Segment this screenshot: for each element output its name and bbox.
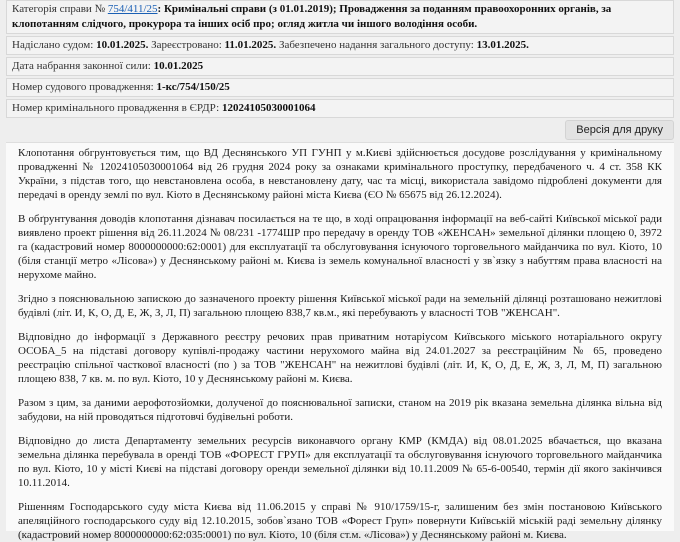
sent-label: Надіслано судом: xyxy=(12,39,94,51)
case-metadata xyxy=(6,0,674,120)
case-category-label: Категорія справи № xyxy=(12,3,106,15)
access-label: Забезпечено надання загального доступу: xyxy=(278,39,474,51)
paragraph: Відповідно до інформації з Державного реєстру речових прав приватним нотаріусом Київського міського нотаріального округу ОСОБА_5 на підставі договору купівлі-продажу частини нерухомого майна від 24.01.2027 за реєстраційним № 65, проведено реєстрацію спільної часткової власності (по ) за ТОВ "ЖЕНСАН" на нежитлові будівлі (літ. И, К, О, Д, Е, Ж, З, Л, М, П) загальною площею 838, 7 кв. м. по вул. Кіото, 10 у Деснянському районі м. Києва. xyxy=(18,331,662,385)
registered-label: Зареєстровано: xyxy=(151,39,222,51)
effective-date-row xyxy=(6,57,674,76)
paragraph: Рішенням Господарського суду міста Києва від 11.06.2015 у справі № 910/1759/15-г, залишеним без змін постановою Київського апеляційного господарського суду від 12.10.2015, зобов`язано ТОВ «Форест Груп» повернути Київській міській раді земельну ділянку (кадастровий номер 8000000000:62:035:0001) по вул. Кіото, 10 (біля ст.м. «Лісова») у Деснянському районі м. Києва. xyxy=(18,501,662,541)
effective-date-value: 10.01.2025 xyxy=(153,60,204,72)
court-proceeding-row xyxy=(6,78,674,97)
erdr-number-value: 12024105030001064 xyxy=(222,102,316,114)
print-toolbar xyxy=(565,120,674,140)
court-proceeding-value: 1-кс/754/150/25 xyxy=(156,81,230,93)
paragraph: В обґрунтування доводів клопотання дізнавач посилається на те що, в ході опрацювання інформації на веб-сайті Київської міської ради виявлено проект рішення від 26.11.2024 № 08/231 -1774ШР про передачу в оренду ТОВ «ЖЕНСАН» земельної ділянки площею 0, 3972 га (кадастровий номер 8000000000:62:0001) для експлуатації та обслуговування існуючого торговельного майданчика по вул. Кіото, 10 (біля станції метро «Лісова») у Деснянському районі м. Києва із земель комунальної власності у зв`язку з набуттям права власності на нерухоме майно. xyxy=(18,213,662,281)
erdr-number-row xyxy=(6,99,674,118)
sent-date: 10.01.2025. xyxy=(96,39,149,51)
paragraph: Разом з цим, за даними аерофотозйомки, долученої до пояснювальної записки, станом на 2019 рік вказана земельна ділянка вільна від забудови, на ній проводяться підготовчі будівельні роботи. xyxy=(18,397,662,423)
effective-date-label: Дата набрання законної сили: xyxy=(12,60,151,72)
print-version-button[interactable]: Версія для друку xyxy=(565,120,674,140)
case-dates-row xyxy=(6,36,674,55)
access-date: 13.01.2025. xyxy=(476,39,529,51)
case-category-value: : Кримінальні справи (з 01.01.2019); Провадження за поданням правоохоронних органів, за клопотанням слідчого, прокурора та інших осіб про; огляд житла чи іншого володіння особи. xyxy=(12,3,612,30)
paragraph: Згідно з пояснювальною запискою до зазначеного проекту рішення Київської міської ради на земельній ділянці розташовано нежитлові будівлі (літ. И, К, О, Д, Е, Ж, З, Л, П) загальною площею 838,7 кв.м., які перебувають у власності ТОВ "ЖЕНСАН". xyxy=(18,293,662,319)
case-category-row xyxy=(6,0,674,34)
case-number-link[interactable]: 754/411/25 xyxy=(107,3,158,15)
erdr-number-label: Номер кримінального провадження в ЄРДР: xyxy=(12,102,220,114)
paragraph: Відповідно до листа Департаменту земельних ресурсів виконавчого органу КМР (КМДА) від 08.01.2025 вбачається, що вказана земельна ділянка перебувала в оренді ТОВ «ФОРЕСТ ГРУП» для експлуатації та обслуговування існуючого торговельного майданчика по вул. Кіото, 10 у місті Києві на підставі договору оренди земельної ділянки від 10.11.2009 № 65-6-00540, термін дії якого закінчився 10.11.2014. xyxy=(18,435,662,489)
registered-date: 11.01.2025. xyxy=(224,39,277,51)
court-proceeding-label: Номер судового провадження: xyxy=(12,81,154,93)
paragraph: Клопотання обгрунтовується тим, що ВД Деснянського УП ГУНП у м.Києві здійснюється досудове розслідування у кримінальному провадженні № 12024105030001064 від 26 грудня 2024 року за ознаками кримінального проступку, передбаченого ч. 4 ст. 358 КК України, з підстав того, що невстановлена особа, в невстановлену дату, час та місці, використала завідомо підроблені документи для передачі в оренду землі по вул. Кіото в Деснянському районі міста Києва (ЄО № 65675 від 26.12.2024). xyxy=(18,147,662,201)
document-body xyxy=(6,142,674,541)
